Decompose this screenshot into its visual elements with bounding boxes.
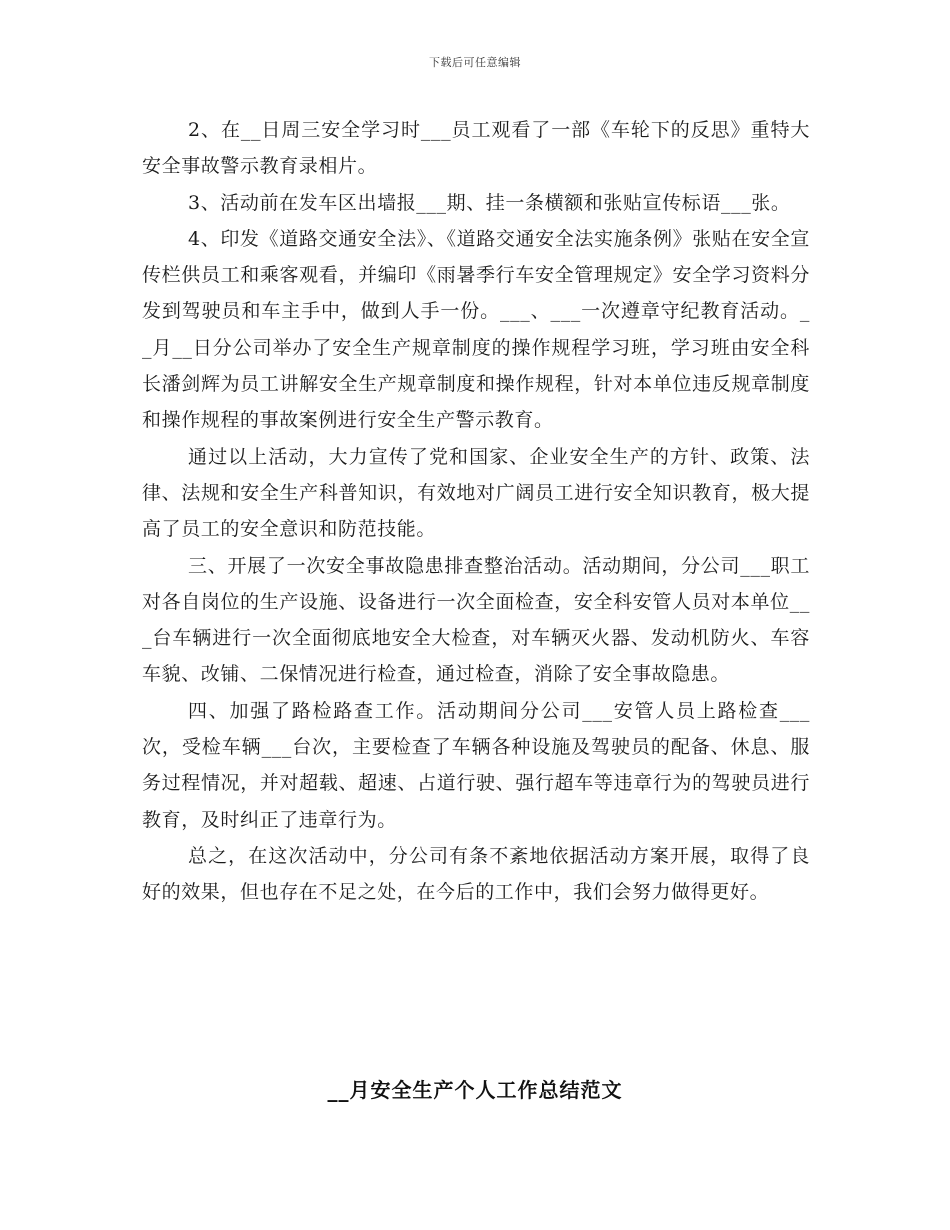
paragraph-item-4: 4、印发《道路交通安全法》、《道路交通安全法实施条例》张贴在安全宣传栏供员工和乘客观看，并编印《雨暑季行车安全管理规定》安全学习资料分发到驾驶员和车主手中，做到人手一份。___、___一次遵章守纪教育活动。__月__日分公司举办了安全生产规章制度的操作规程学习班，学习班由安全科长潘剑辉为员工讲解安全生产规章制度和操作规程，针对本单位违反规章制度和操作规程的事故案例进行安全生产警示教育。 [142, 227, 810, 432]
document-title: __月安全生产个人工作总结范文 [327, 1078, 623, 1102]
page-header-note: 下载后可任意编辑 [429, 56, 521, 69]
document-body [142, 112, 810, 911]
paragraph-section-three: 三、开展了一次安全事故隐患排查整治活动。活动期间，分公司___职工对各自岗位的生产设施、设备进行一次全面检查，安全科安管人员对本单位___台车辆进行一次全面彻底地安全大检查，对车辆灭火器、发动机防火、车容车貌、改铺、二保情况进行检查，通过检查，消除了安全事故隐患。 [142, 554, 810, 686]
paragraph-conclusion: 总之，在这次活动中，分公司有条不紊地依据活动方案开展，取得了良好的效果，但也存在不足之处，在今后的工作中，我们会努力做得更好。 [142, 844, 810, 904]
paragraph-summary-activities: 通过以上活动，大力宣传了党和国家、企业安全生产的方针、政策、法律、法规和安全生产科普知识，有效地对广阔员工进行安全知识教育，极大提高了员工的安全意识和防范技能。 [142, 445, 810, 541]
paragraph-item-3: 3、活动前在发车区出墙报___期、挂一条横额和张贴宣传标语___张。 [188, 191, 791, 214]
paragraph-item-2: 2、在__日周三安全学习时___员工观看了一部《车轮下的反思》重特大安全事故警示教育录相片。 [142, 119, 810, 178]
paragraph-section-four: 四、加强了路检路查工作。活动期间分公司___安管人员上路检查___次，受检车辆___台次，主要检查了车辆各种设施及驾驶员的配备、休息、服务过程情况，并对超载、超速、占道行驶、强行超车等违章行为的驾驶员进行教育，及时纠正了违章行为。 [142, 699, 810, 831]
